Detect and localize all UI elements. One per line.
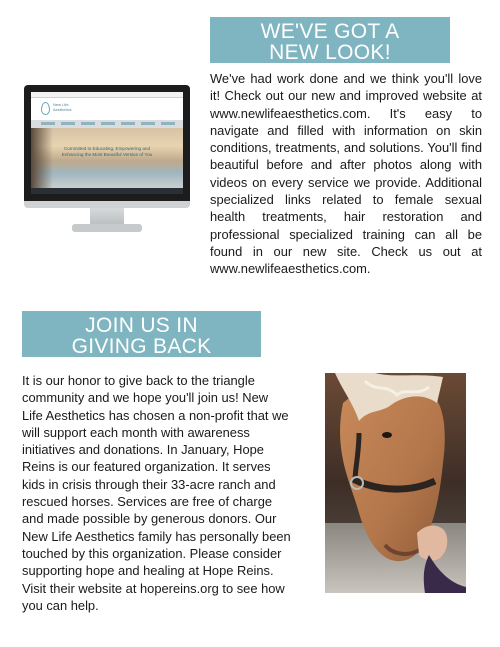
website-hero-text <box>31 146 183 158</box>
new-look-heading-banner <box>210 17 450 63</box>
monitor-bezel <box>24 85 190 207</box>
website-logo-line1: New Life <box>53 102 69 107</box>
website-logo-icon <box>41 102 50 115</box>
website-hero-line2: Enhancing the Most Beautiful Version of You <box>61 152 153 157</box>
join-us-heading-banner <box>22 311 261 357</box>
join-us-paragraph: It is our honor to give back to the triangle community and we hope you'll join us! New Life Aesthetics has chosen a non-profit that we will support each month with awareness initiatives and donations. In January, Hope Reins is our featured organization. It serves kids in crisis through their 33-acre ranch and rescued horses. Services are free of charge and made possible by generous donors. Our New Life Aesthetics family has personally been touched by this organization. Please consider supporting hope and healing at Hope Reins. Visit their website at hopereins.org to see how you can help. <box>22 373 291 613</box>
new-look-heading-line2: NEW LOOK! <box>269 41 391 64</box>
new-look-paragraph: We've had work done and we think you'll love it! Check out our new and improved website at www.newlifeaesthetics.com. It's easy to navigate and filled with information on skin conditions, treatments, and solutions. You'll find beautiful before and after photos along with videos on every service we provide. Additional specialized links related to female sexual health treatments, hair restoration and professional specialized training can all be found in our new site. Check us out at www.newlifeaesthetics.com. <box>210 71 482 277</box>
website-header <box>31 98 183 120</box>
horse-illustration <box>325 373 466 593</box>
website-logo-text <box>53 103 71 112</box>
monitor-screen <box>31 92 183 194</box>
monitor-stand-foot <box>72 224 142 232</box>
join-us-heading-line2: GIVING BACK <box>71 335 212 358</box>
website-monitor-image <box>24 85 190 237</box>
new-look-heading-line1: WE'VE GOT A <box>260 20 400 43</box>
website-logo-line2: Aesthetics <box>53 106 72 112</box>
website-hero-shadow <box>31 128 53 188</box>
website-hero <box>31 128 183 188</box>
horse-eye <box>382 432 392 438</box>
horse-photo <box>325 373 466 593</box>
website-hero-line1: Committed to Educating, Empowering and <box>63 146 151 151</box>
monitor-chin <box>24 201 190 208</box>
join-us-heading-line1: JOIN US IN <box>85 314 198 337</box>
taskbar <box>31 188 183 194</box>
website-nav <box>41 122 181 125</box>
